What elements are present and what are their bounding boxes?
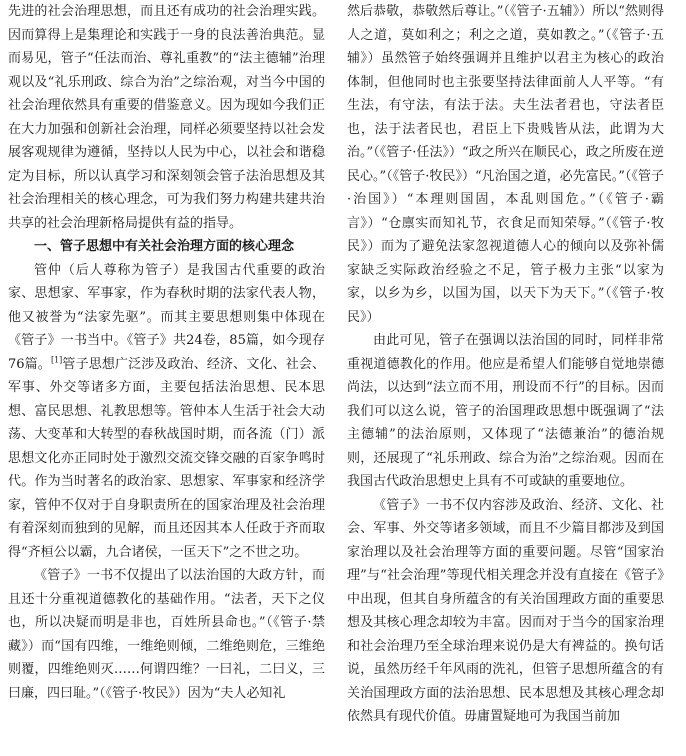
paragraph-continued: 先进的社会治理思想，而且还有成功的社会治理实践。因而算得上是集理论和实践于一身的良法善治典范。显而易见，管子“任法而治、尊礼重教”的“法主德辅”治理观以及“礼乐刑政、综合为治”之综治观，对当今中国的社会治理依然具有重要的借鉴意义。因为现如今我们正在大力加强和创新社会治理，同样必须要坚持以社会发展客观规律为遵循，坚持以人民为中心，以社会和谐稳定为目标，所以认真学习和深刻领会管子法治思想及其社会治理相关的核心理念，可为我们努力构建共建共治共享的社会治理新格局提供有益的指导。 xyxy=(8,4,325,231)
paragraph-modern-value: 《管子》一书不仅内容涉及政治、经济、文化、社会、军事、外交等诸多领域，而且不少篇目都涉及到国家治理以及社会治理等方面的重要问题。尽管“国家治理”与“社会治理”等现代相关理念并没有直接在《管子》中出现，但其自身所蕴含的有关治国理政方面的重要思想及其核心理念却较为丰富。因而对于当今的国家治理和社会治理乃至全球治理来说仍是大有裨益的。换句话说，虽然历经千年风雨的洗礼，但管子思想所蕴含的有关治国理政方面的法治思想、民本思想及其核心理念却依然具有现代价值。毋庸置疑地可为我国当前加 xyxy=(347,497,664,724)
left-column xyxy=(8,0,325,705)
paragraph-guanzi-book: 《管子》一书不仅提出了以法治国的大政方针，而且还十分重视道德教化的基础作用。“法者，天下之仪也，所以决疑而明是非也，百姓所县命也。”（《管子·禁藏》）而“国有四维，一维绝则倾，二维绝则危，三维绝则覆，四维绝则灭……何谓四维？一曰礼，二曰义，三曰廉，四曰耻。”（《管子·牧民》）因为“夫人必知礼 xyxy=(8,568,325,701)
paragraph-conclusion: 由此可见，管子在强调以法治国的同时，同样非常重视道德教化的作用。他应是希望人们能够自觉地崇德尚法，以达到“法立而不用，刑设而不行”的目标。因而我们可以这么说，管子的治国理政思想中既强调了“法主德辅”的法治原则，又体现了“法德兼治”的德治规则，还展现了“礼乐刑政、综合为治”之综治观。因而在我国古代政治思想史上具有不可或缺的重要地位。 xyxy=(347,333,664,489)
paragraph-text: 管仲（后人尊称为管子）是我国古代重要的政治家、思想家、军事家，作为春秋时期的法家代表人物，他又被誉为“法家先驱”。而其主要思想则集中体现在《管子》一书当中。《管子》共24卷，85篇，如今现存76篇。 xyxy=(8,262,325,372)
paragraph-text: 管子思想广泛涉及政治、经济、文化、社会、军事、外交等诸多方面，主要包括法治思想、民本思想、富民思想、礼教思想等。管仲本人生活于社会大动荡、大变革和大转型的春秋战国时期，而各流（门）派思想文化亦正同时处于激烈交流交锋交融的百家争鸣时代。作为当时著名的政治家、思想家、军事家和经济学家，管仲不仅对于自身职责所在的国家治理及社会治理有着深刻而独到的见解，而且还因其本人任政于齐而取得“齐桓公以霸，九合诸侯，一匡天下”之不世之功。 xyxy=(8,356,325,560)
section-heading: 一、管子思想中有关社会治理方面的核心理念 xyxy=(34,239,295,254)
paragraph-continued: 然后恭敬，恭敬然后尊让。”（《管子·五辅》）所以“然则得人之道，莫如利之；利之之道，莫如教之。”（《管子·五辅》）虽然管子始终强调并且维护以君主为核心的政治体制，但他同时也主张要坚持法律面前人人平等。“有生法，有守法，有法于法。夫生法者君也，守法者臣也，法于法者民也，君臣上下贵贱皆从法，此谓为大治。”（《管子·任法》）“政之所兴在顺民心，政之所废在逆民心。”（《管子·牧民》）“凡治国之道，必先富民。”（《管子·治国》）“本理则国固，本乱则国危。”（《管子·霸言》）“仓廪实而知礼节，衣食足而知荣辱。”（《管子·牧民》）而为了避免法家忽视道德人心的倾向以及弥补儒家缺乏实际政治经验之不足，管子极力主张“以家为家，以乡为乡，以国为国，以天下为天下。”（《管子·牧民》） xyxy=(347,4,664,325)
right-column xyxy=(347,0,664,729)
citation-ref[interactable]: [1] xyxy=(50,355,63,365)
paragraph-guanzhong-intro xyxy=(8,259,325,565)
